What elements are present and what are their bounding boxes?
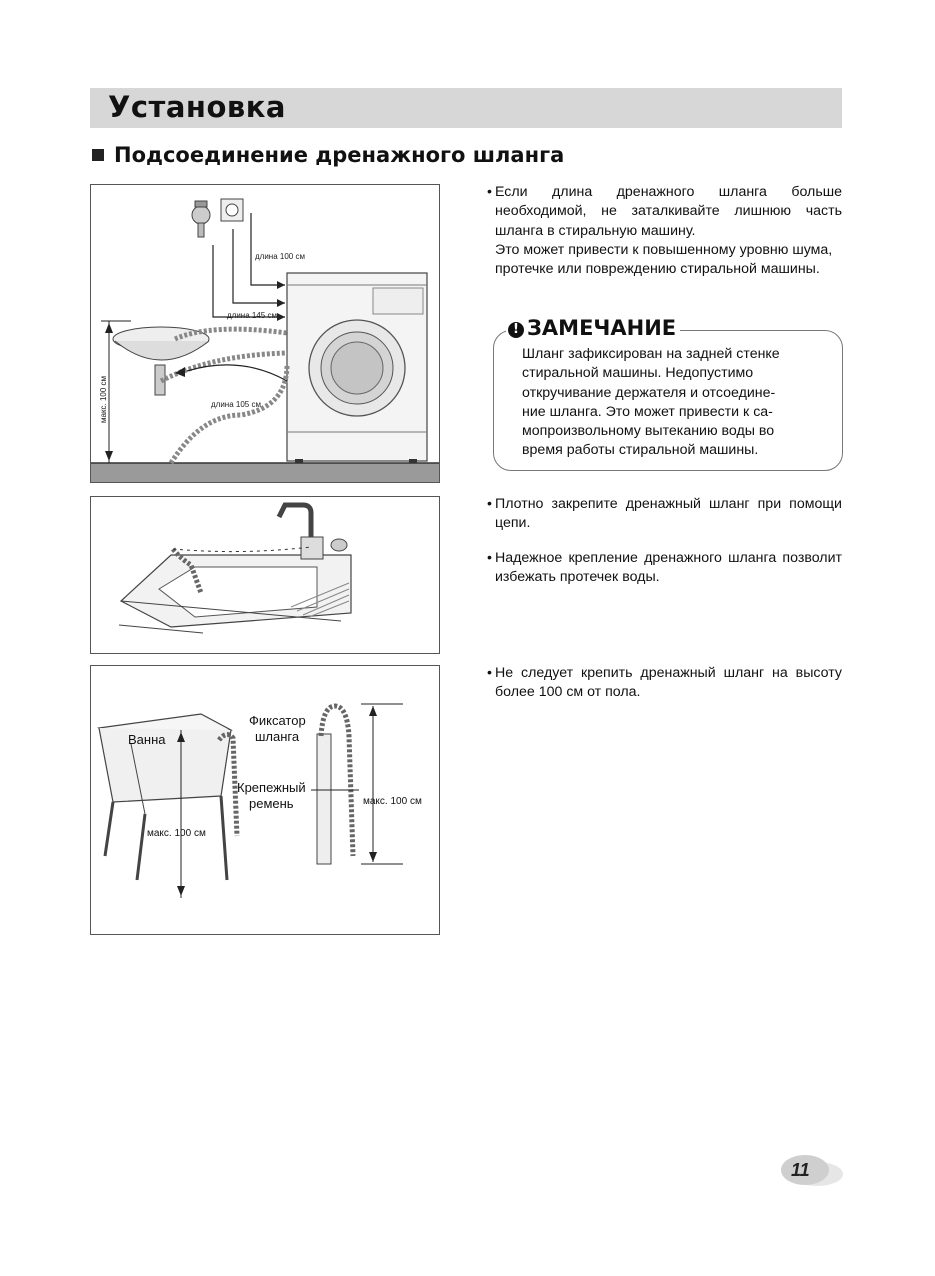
wall-socket-icon bbox=[221, 199, 243, 221]
note-line: стиральной машины. Недопустимо bbox=[522, 365, 754, 382]
sink-icon bbox=[113, 327, 209, 395]
square-bullet-icon bbox=[92, 149, 104, 161]
section-title bbox=[92, 143, 564, 167]
paragraph-line: Это может привести к повышенному уровню шума, протечке или повреждению стиральной машины. bbox=[495, 241, 833, 278]
note-box bbox=[493, 316, 843, 471]
length-100-label: длина 100 см bbox=[255, 252, 305, 261]
page-number-text: 11 bbox=[791, 1160, 810, 1180]
section-title-text: Подсоединение дренажного шланга bbox=[114, 143, 565, 167]
max-100-label-left: макс. 100 см bbox=[147, 828, 206, 839]
warning-icon: ! bbox=[508, 322, 524, 338]
bath-label: Ванна bbox=[128, 732, 166, 747]
paragraph-hose-length bbox=[487, 183, 842, 279]
strap-label-1: Крепежный bbox=[237, 780, 306, 795]
strap-label-2: ремень bbox=[249, 796, 294, 811]
sink-basin-icon bbox=[119, 555, 351, 633]
length-145-label: длина 145 см bbox=[227, 311, 277, 320]
paragraph-chain bbox=[487, 495, 842, 534]
note-line: ние шланга. Это может привести к са- bbox=[522, 403, 773, 420]
note-text bbox=[522, 345, 822, 461]
note-line: мопроизвольному вытеканию воды во bbox=[522, 423, 775, 440]
note-line: откручивание держателя и отсоедине- bbox=[522, 384, 776, 401]
paragraph-secure bbox=[487, 549, 842, 588]
page-title: Установка bbox=[108, 90, 286, 124]
note-title bbox=[506, 316, 680, 340]
length-105-label: длина 105 см bbox=[211, 400, 261, 409]
paragraph-line: Если длина дренажного шланга больше необходимой, не заталкивайте лишнюю часть шланга в стиральную машину. bbox=[495, 184, 842, 239]
fixator-label-1: Фиксатор bbox=[249, 713, 306, 728]
standpipe-icon bbox=[317, 706, 353, 864]
note-line: Шланг зафиксирован на задней стенке bbox=[522, 346, 780, 362]
note-title-text: ЗАМЕЧАНИЕ bbox=[527, 316, 677, 340]
figure-hose-lengths bbox=[90, 184, 440, 483]
chain-hose-illustration bbox=[91, 497, 439, 653]
max-100-label: макс. 100 см bbox=[99, 375, 108, 423]
max-100-label-right: макс. 100 см bbox=[363, 796, 422, 807]
faucet-icon bbox=[279, 505, 347, 559]
bath-fixator-illustration bbox=[91, 666, 439, 934]
bullet: • bbox=[487, 496, 492, 512]
paragraph-line: Надежное крепление дренажного шланга позволит избежать протечек воды. bbox=[495, 550, 842, 586]
note-line: время работы стиральной машины. bbox=[522, 442, 759, 459]
bullet: • bbox=[487, 184, 492, 200]
washing-machine-icon bbox=[287, 273, 427, 463]
chain bbox=[173, 547, 311, 552]
hose-lengths-illustration bbox=[91, 185, 439, 482]
figure-chain-hose bbox=[90, 496, 440, 654]
fixator-label-2: шланга bbox=[255, 729, 300, 744]
paragraph-line: Не следует крепить дренажный шланг на высоту более 100 см от пола. bbox=[495, 665, 842, 701]
page-number bbox=[781, 1154, 843, 1188]
bullet: • bbox=[487, 550, 492, 566]
bullet: • bbox=[487, 665, 492, 681]
floor bbox=[91, 463, 439, 482]
header-bar bbox=[90, 88, 842, 128]
water-tap-icon bbox=[192, 201, 210, 237]
paragraph-height bbox=[487, 664, 842, 703]
figure-bath-fixator bbox=[90, 665, 440, 935]
paragraph-line: Плотно закрепите дренажный шланг при помощи цепи. bbox=[495, 496, 842, 532]
